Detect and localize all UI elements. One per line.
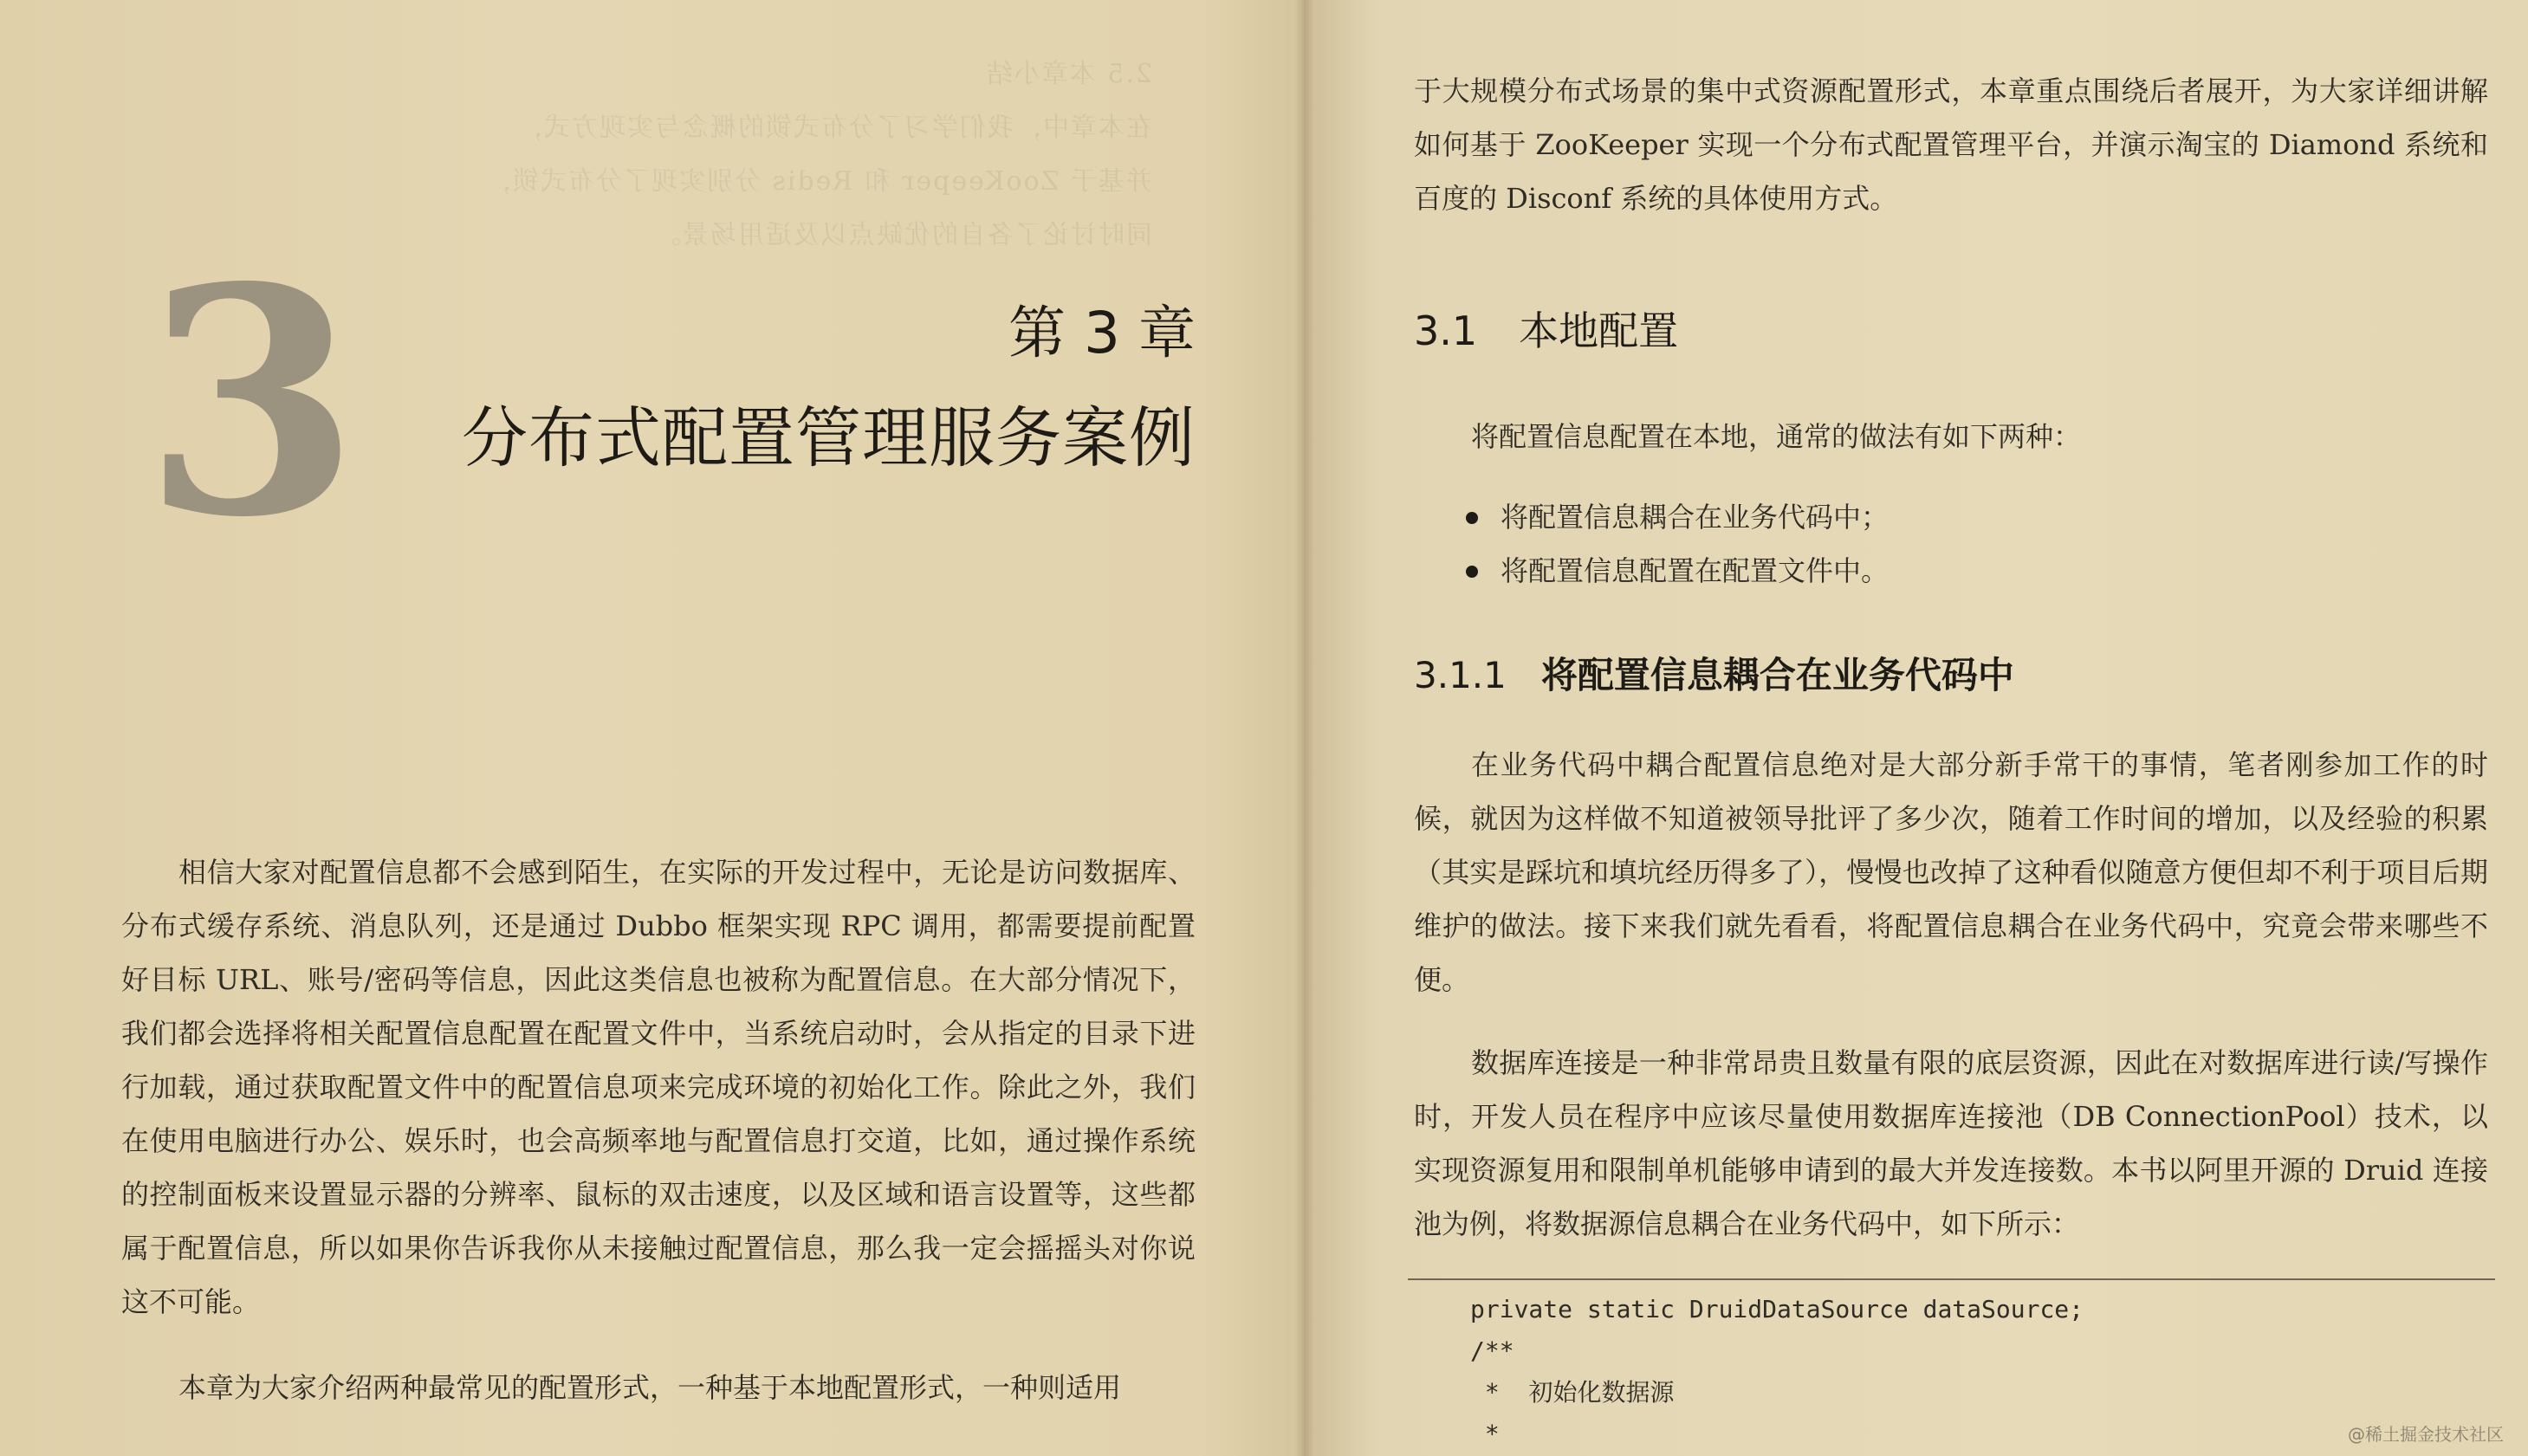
bullet-icon (1466, 566, 1478, 578)
bullet-icon (1466, 512, 1478, 524)
book-gutter (1295, 0, 1314, 1456)
intro-paragraph: 相信大家对配置信息都不会感到陌生，在实际的开发过程中，无论是访问数据库、分布式缓存系统、消息队列，还是通过 Dubbo 框架实现 RPC 调用，都需要提前配置好目标 URL、账号/密码等信息，因此这类信息也被称为配置信息。在大部分情况下，我们都会选择将相关配置信息配置在配置文件中，当系统启动时，会从指定的目录下进行加载，通过获取配置文件中的配置信息项来完成环境的初始化工作。除此之外，我们在使用电脑进行办公、娱乐时，也会高频率地与配置信息打交道，比如，通过操作系统的控制面板来设置显示器的分辨率、鼠标的双击速度，以及区域和语言设置等，这些都属于配置信息，所以如果你告诉我你从未接触过配置信息，那么我一定会摇摇头对你说这不可能。 (121, 856, 1196, 1318)
section-intro: 将配置信息配置在本地，通常的做法有如下两种： (1471, 420, 2082, 453)
list-item: 将配置信息耦合在业务代码中； (1466, 490, 2419, 544)
subsection-title: 将配置信息耦合在业务代码中 (1540, 654, 2014, 696)
code-block (1470, 1289, 2466, 1455)
code-line: private static DruidDataSource dataSource; (1470, 1295, 2084, 1323)
chapter-numeral: 3 (143, 219, 360, 586)
continued-paragraph: 于大规模分布式场景的集中式资源配置形式，本章重点围绕后者展开，为大家详细讲解如何基于 ZooKeeper 实现一个分布式配置管理平台，并演示淘宝的 Diamond 系统和百度的 Disconf 系统的具体使用方式。 (1414, 74, 2488, 215)
subsection-heading (1414, 651, 2014, 700)
bullet-list (1466, 490, 2419, 598)
chapter-label: 第 3 章 (1008, 300, 1196, 366)
subsection-number: 3.1.1 (1414, 654, 1507, 696)
watermark: @稀土掘金技术社区 (2348, 1424, 2504, 1445)
chapter-title: 分布式配置管理服务案例 (462, 399, 1196, 476)
bleed-through-text: 2.5 本章小结 在本章中，我们学习了分布式锁的概念与实现方式， 并基于 ZooKeeper 和 Redis 分别实现了分布式锁， 同时讨论了各自的优缺点以及适用场景。 (483, 59, 1152, 250)
chapter-overview-paragraph: 本章为大家介绍两种最常见的配置形式，一种基于本地配置形式，一种则适用 (178, 1371, 1122, 1404)
section-heading (1414, 305, 1678, 357)
body-paragraph: 在业务代码中耦合配置信息绝对是大部分新手常干的事情，笔者刚参加工作的时候，就因为这样做不知道被领导批评了多少次，随着工作时间的增加，以及经验的积累（其实是踩坑和填坑经历得多了），慢慢也改掉了这种看似随意方便但却不利于项目后期维护的做法。接下来我们就先看看，将配置信息耦合在业务代码中，究竟会带来哪些不便。 (1414, 748, 2488, 996)
code-line: /** (1470, 1336, 1514, 1365)
code-line: * 初始化数据源 (1470, 1378, 1675, 1407)
body-paragraph: 数据库连接是一种非常昂贵且数量有限的底层资源，因此在对数据库进行读/写操作时，开发人员在程序中应该尽量使用数据库连接池（DB ConnectionPool）技术，以实现资源复用和限制单机能够申请到的最大并发连接数。本书以阿里开源的 Druid 连接池为例，将数据源信息耦合在业务代码中，如下所示： (1414, 1046, 2488, 1240)
code-line: * (1470, 1420, 1500, 1448)
section-title: 本地配置 (1519, 307, 1679, 354)
list-item: 将配置信息配置在配置文件中。 (1466, 544, 2419, 598)
code-block-rule (1408, 1278, 2495, 1280)
section-number: 3.1 (1414, 307, 1478, 354)
